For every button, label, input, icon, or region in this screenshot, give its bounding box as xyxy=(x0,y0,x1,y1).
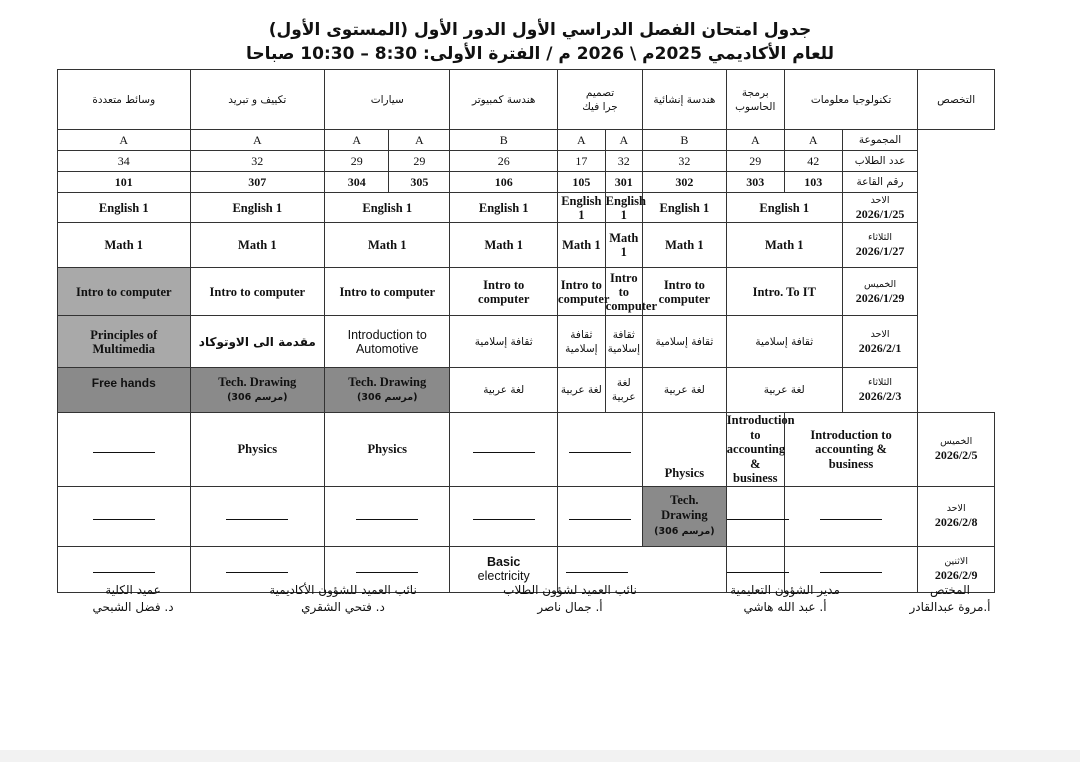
exam-line: Automotive xyxy=(355,341,419,356)
exam-cell-empty xyxy=(190,486,325,546)
exam-cell: English 1 xyxy=(642,193,726,223)
dash-line xyxy=(93,451,155,453)
exam-cell: Intro to computer xyxy=(190,268,325,316)
dash-line xyxy=(93,571,155,573)
day-date: 2026/2/5 xyxy=(934,448,978,463)
exam-cell xyxy=(642,486,726,546)
exam-cell xyxy=(325,316,450,368)
exam-cell: لغة عربية xyxy=(450,368,558,413)
day-name: الاحد xyxy=(870,328,890,340)
exam-cell: لغة عربية xyxy=(726,368,842,413)
page-subtitle: للعام الأكاديمي 2025م \ 2026 م / الفترة الأولى: 8:30 – 10:30 صباحا xyxy=(245,44,834,64)
exam-cell xyxy=(784,413,918,487)
exam-cell xyxy=(726,413,795,487)
exam-cell: لغة عربية xyxy=(558,368,606,413)
exam-cell: Math 1 xyxy=(450,223,558,268)
spec-computer-eng: هندسة كمبيوتر xyxy=(450,70,558,130)
day-date: 2026/2/3 xyxy=(858,389,902,403)
exam-cell xyxy=(325,368,450,413)
day-name: الاثنين xyxy=(944,556,968,567)
exam-line: electricity xyxy=(477,569,530,583)
dash-line xyxy=(226,518,288,520)
exam-cell-empty xyxy=(58,413,191,487)
exam-cell: English 1 xyxy=(726,193,842,223)
students-cell: 29 xyxy=(389,151,450,172)
exam-line: accounting & xyxy=(815,442,887,456)
exam-line: (مرسم 306) xyxy=(654,526,715,537)
dash-line xyxy=(473,451,535,453)
day-cell xyxy=(918,486,995,546)
signature-edu-affairs xyxy=(710,582,860,616)
signature-name: أ. جمال ناصر xyxy=(537,600,603,614)
hall-cell: 302 xyxy=(642,172,726,193)
bottom-bar xyxy=(0,750,1080,762)
exam-cell-empty xyxy=(558,486,643,546)
students-cell: 42 xyxy=(784,151,842,172)
day-date: 2026/2/1 xyxy=(858,340,902,355)
spec-multimedia: وسائط متعددة xyxy=(58,70,191,130)
signature-title: نائب العميد لشؤون الطلاب xyxy=(503,583,637,597)
exam-cell: Intro. To IT xyxy=(726,268,842,316)
hall-cell: 103 xyxy=(784,172,842,193)
group-cell: A xyxy=(605,130,642,151)
spec-ac: تكييف و تبريد xyxy=(190,70,325,130)
exam-line: Intro to xyxy=(663,277,705,292)
dash-line xyxy=(93,518,155,520)
exam-cell: مقدمة الى الاوتوكاد xyxy=(190,316,325,368)
dash-line xyxy=(820,571,882,573)
exam-cell xyxy=(190,368,325,413)
exam-cell: Intro to computer xyxy=(58,268,191,316)
exam-cell: Math 1 xyxy=(726,223,842,268)
exam-cell: ثقافة إسلامية xyxy=(558,316,606,368)
signature-name: أ.مروة عبدالقادر xyxy=(909,600,991,614)
table-row xyxy=(58,268,995,316)
exam-cell: Math 1 xyxy=(605,223,642,268)
exam-line: Basic xyxy=(487,555,521,569)
spec-gd-line2: جرا فيك xyxy=(582,100,618,113)
hall-cell: 301 xyxy=(605,172,642,193)
table-row xyxy=(58,368,995,413)
hall-cell: 305 xyxy=(389,172,450,193)
day-cell xyxy=(842,316,918,368)
day-date: 2026/2/8 xyxy=(934,515,978,529)
students-cell: 29 xyxy=(726,151,784,172)
signature-specialist xyxy=(895,582,1005,616)
row-label-hall: رقم القاعة xyxy=(842,172,918,193)
group-cell: A xyxy=(558,130,606,151)
exam-line: Drawing xyxy=(661,508,708,522)
table-row xyxy=(58,223,995,268)
exam-cell: Math 1 xyxy=(190,223,325,268)
spec-it: تكنولوجيا معلومات xyxy=(784,70,918,130)
exam-cell: Free hands xyxy=(58,368,191,413)
exam-line: computer xyxy=(605,298,658,313)
exam-line: computer xyxy=(658,291,711,306)
spec-architecture: هندسة إنشائية xyxy=(642,70,726,130)
exam-line: (مرسم 306) xyxy=(227,392,288,403)
group-cell: A xyxy=(190,130,325,151)
day-cell xyxy=(842,223,918,268)
day-name: الاحد xyxy=(946,503,966,514)
students-cell: 32 xyxy=(605,151,642,172)
signature-title: مدير الشؤون التعليمية xyxy=(730,583,840,597)
exam-cell: Math 1 xyxy=(58,223,191,268)
exam-line: Intro to xyxy=(560,277,602,292)
students-cell: 17 xyxy=(558,151,606,172)
table-row xyxy=(58,413,995,487)
exam-cell xyxy=(558,268,610,316)
day-name: الاحد xyxy=(870,194,890,206)
hall-cell: 106 xyxy=(450,172,558,193)
row-label-group: المجموعة xyxy=(842,130,918,151)
dash-line xyxy=(820,518,882,520)
exam-cell-empty xyxy=(726,486,784,546)
exam-cell: ثقافة إسلامية xyxy=(726,316,842,368)
day-cell xyxy=(842,368,918,413)
exam-line: Introduction to xyxy=(347,327,427,342)
page-title: جدول امتحان الفصل الدراسي الأول الدور الأول (المستوى الأول) xyxy=(268,20,812,40)
hall-cell: 307 xyxy=(190,172,325,193)
row-label-specialization: التخصص xyxy=(918,70,995,130)
day-name: الخميس xyxy=(863,278,897,290)
dash-line xyxy=(356,518,418,520)
exam-cell xyxy=(58,316,191,368)
exam-cell: ثقافة إسلامية xyxy=(642,316,726,368)
students-cell: 29 xyxy=(325,151,389,172)
exam-line: Tech. xyxy=(670,493,699,507)
exam-cell: English 1 xyxy=(58,193,191,223)
table-row xyxy=(58,193,995,223)
signature-name: أ. عبد الله هاشي xyxy=(743,600,827,614)
dash-line xyxy=(566,571,628,573)
day-cell xyxy=(842,268,918,316)
exam-cell: English 1 xyxy=(325,193,450,223)
exam-cell: ثقافة إسلامية xyxy=(450,316,558,368)
exam-line: Multimedia xyxy=(92,341,155,356)
dash-line xyxy=(226,571,288,573)
exam-cell: Math 1 xyxy=(642,223,726,268)
exam-cell xyxy=(450,268,558,316)
hall-cell: 303 xyxy=(726,172,784,193)
exam-cell: Physics xyxy=(642,413,726,487)
exam-cell: English 1 xyxy=(605,193,646,222)
students-cell: 34 xyxy=(58,151,191,172)
hall-cell: 304 xyxy=(325,172,389,193)
exam-line: Introduction to xyxy=(726,413,795,442)
table-row xyxy=(58,172,995,193)
exam-line: computer xyxy=(478,291,530,306)
exam-cell: Intro to computer xyxy=(325,268,450,316)
group-cell: A xyxy=(784,130,842,151)
dash-line xyxy=(569,518,631,520)
exam-cell-empty xyxy=(58,486,191,546)
exam-line: accounting & xyxy=(726,442,786,471)
table-row xyxy=(58,70,995,130)
signature-name: د. فتحي الشقري xyxy=(301,600,385,614)
exam-line: business xyxy=(828,456,874,471)
table-row xyxy=(58,130,995,151)
students-cell: 32 xyxy=(190,151,325,172)
group-cell: B xyxy=(642,130,726,151)
signature-title: نائب العميد للشؤون الأكاديمية xyxy=(269,583,417,597)
signature-title: المختص xyxy=(930,583,970,597)
group-cell: B xyxy=(450,130,558,151)
exam-cell: English 1 xyxy=(558,193,606,223)
row-label-students: عدد الطلاب xyxy=(842,151,918,172)
students-cell: 26 xyxy=(450,151,558,172)
exam-cell: Math 1 xyxy=(558,223,606,268)
exam-cell: Math 1 xyxy=(325,223,450,268)
exam-cell: لغة عربية xyxy=(642,368,726,413)
signature-title: عميد الكلية xyxy=(105,583,161,597)
spec-cars: سيارات xyxy=(325,70,450,130)
dash-line xyxy=(569,451,631,453)
exam-line: (مرسم 306) xyxy=(357,392,418,403)
signature-student-affairs xyxy=(495,582,645,616)
signature-dean xyxy=(78,582,188,616)
day-name: الثلاثاء xyxy=(867,232,893,243)
dash-line xyxy=(727,571,789,573)
exam-line: computer xyxy=(558,291,610,306)
exam-cell-empty xyxy=(558,413,643,487)
hall-cell: 101 xyxy=(58,172,191,193)
spec-gd-line1: تصميم xyxy=(585,86,615,99)
exam-cell-empty xyxy=(450,413,558,487)
exam-line: Tech. Drawing xyxy=(348,375,427,389)
group-cell: A xyxy=(726,130,784,151)
exam-line: business xyxy=(733,471,778,485)
exam-line: Intro to xyxy=(610,270,638,299)
day-date: 2026/1/27 xyxy=(855,244,905,258)
day-cell xyxy=(918,413,995,487)
day-date: 2026/1/25 xyxy=(855,206,905,221)
dash-line xyxy=(356,571,418,573)
day-name: الثلاثاء xyxy=(867,377,893,388)
table-row xyxy=(58,486,995,546)
hall-cell: 105 xyxy=(558,172,606,193)
table-row xyxy=(58,316,995,368)
exam-cell-empty xyxy=(450,486,558,546)
exam-cell xyxy=(605,268,658,316)
dash-line xyxy=(727,518,789,520)
group-cell: A xyxy=(389,130,450,151)
students-cell: 32 xyxy=(642,151,726,172)
exam-cell: English 1 xyxy=(450,193,558,223)
exam-cell: Physics xyxy=(325,413,450,487)
group-cell: A xyxy=(58,130,191,151)
exam-schedule-table xyxy=(57,69,995,593)
exam-line: Introduction to xyxy=(810,427,892,442)
day-cell xyxy=(842,193,918,223)
exam-cell: ثقافة إسلامية xyxy=(605,316,642,368)
exam-cell-empty xyxy=(325,486,450,546)
spec-graphic-design xyxy=(558,70,643,130)
group-cell: A xyxy=(325,130,389,151)
table-row xyxy=(58,151,995,172)
exam-cell: English 1 xyxy=(190,193,325,223)
spec-programming: برمجة الحاسوب xyxy=(726,70,784,130)
exam-line: Principles of xyxy=(90,327,158,342)
day-date: 2026/2/9 xyxy=(934,568,978,582)
exam-cell-empty xyxy=(784,486,918,546)
exam-line: Intro to xyxy=(483,277,525,292)
signature-academic-affairs xyxy=(258,582,428,616)
exam-line: Tech. Drawing xyxy=(218,375,297,389)
signature-name: د. فضل الشبحي xyxy=(92,600,174,614)
dash-line xyxy=(473,518,535,520)
exam-cell: لغة عربية xyxy=(605,368,642,413)
day-date: 2026/1/29 xyxy=(855,290,905,305)
exam-cell: Physics xyxy=(190,413,325,487)
day-name: الخميس xyxy=(940,436,973,448)
